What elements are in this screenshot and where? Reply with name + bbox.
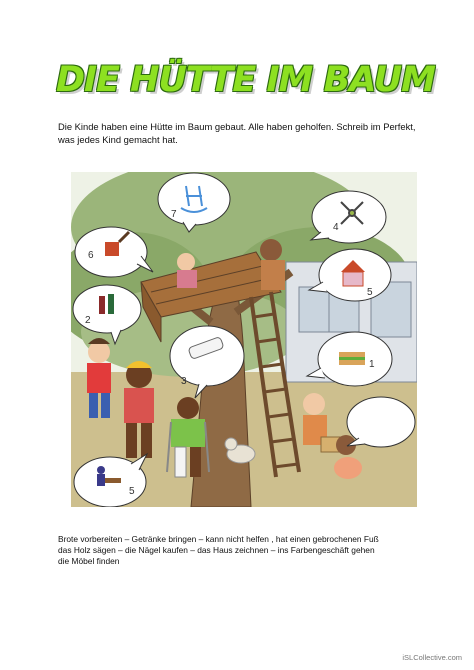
bubble-number: 1 xyxy=(369,359,375,370)
instructions-text: Die Kinde haben eine Hütte im Baum gebaut. Alle haben geholfen. Schreib im Perfekt, was jedes Kind gemacht hat. xyxy=(58,121,416,145)
word-bank-line: die Möbel finden xyxy=(58,556,120,567)
word-bank-line: das Holz sägen – die Nägel kaufen – das Haus zeichnen – ins Farbengeschäft gehen xyxy=(58,545,375,556)
bubble-number: 3 xyxy=(181,376,187,387)
footer-watermark: iSLCollective.com xyxy=(402,653,462,662)
speech-bubble-6 xyxy=(75,227,153,277)
bubble-number: 4 xyxy=(333,222,339,233)
bubble-number: 6 xyxy=(88,250,94,261)
speech-bubble-2 xyxy=(73,285,141,344)
word-bank xyxy=(58,534,438,568)
speech-bubble-3 xyxy=(170,326,244,398)
worksheet-title: DIE HÜTTE IM BAUM xyxy=(56,60,436,100)
word-bank-line: Brote vorbereiten – Getränke bringen – kann nicht helfen , hat einen gebrochenen Fuß xyxy=(58,534,379,544)
bubble-number: 7 xyxy=(171,209,177,220)
speech-bubble-5-house xyxy=(309,249,391,301)
bubble-number: 5 xyxy=(367,287,373,298)
bubble-number: 5 xyxy=(129,486,135,497)
treehouse-illustration xyxy=(71,172,417,507)
bubble-number: 2 xyxy=(85,315,91,326)
speech-bubble-4 xyxy=(311,191,386,243)
speech-bubble-empty xyxy=(347,397,415,447)
speech-bubble-1 xyxy=(307,332,392,386)
speech-bubble-7 xyxy=(158,173,230,232)
sandwich-icon xyxy=(339,352,365,365)
speech-bubbles xyxy=(71,172,417,507)
speech-bubble-5-saw xyxy=(74,454,147,507)
